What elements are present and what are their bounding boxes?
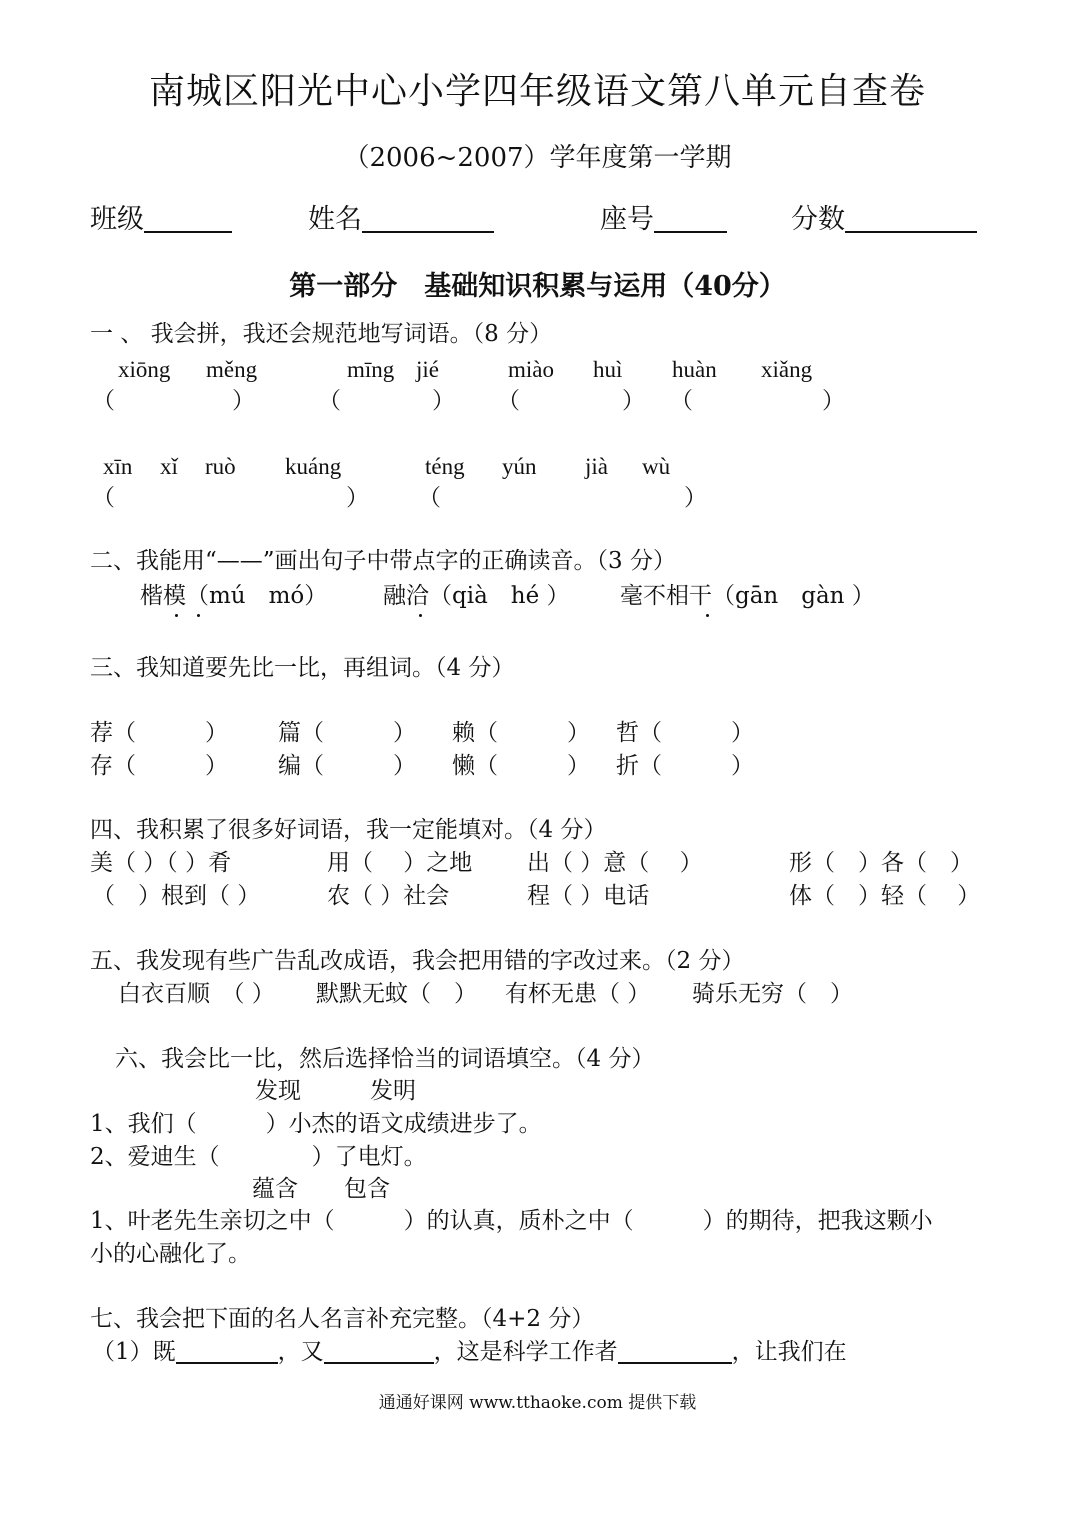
pinyin: kuáng	[285, 454, 342, 479]
q4-item[interactable]: （ ）根到（ ）	[92, 883, 261, 909]
q7-text: ，这是科学工作者	[433, 1339, 618, 1365]
q4-item[interactable]: 农（ ）社会	[327, 883, 450, 909]
q7-blank[interactable]	[324, 1340, 434, 1364]
q3-item[interactable]: 荐（ ）	[90, 720, 228, 746]
paren-open: （	[92, 388, 115, 414]
seat-label: 座号	[600, 204, 654, 235]
q1-title: 一 、 我会拼，我还会规范地写词语。（8 分）	[90, 321, 553, 347]
q7-title: 七、我会把下面的名人名言补充完整。（4+2 分）	[90, 1306, 595, 1332]
emphasis-dot	[706, 614, 709, 617]
paren-close: ）	[432, 388, 455, 414]
q4-item[interactable]: 体（ ）轻（ ）	[789, 883, 981, 909]
q2-title: 二、我能用“——”画出句子中带点字的正确读音。（3 分）	[90, 548, 676, 574]
pinyin: téng	[425, 454, 465, 479]
score-label: 分数	[791, 204, 845, 235]
q4-item[interactable]: 美（ ）（ ）肴	[90, 850, 232, 876]
part1-heading: 第一部分 基础知识积累与运用（40分）	[289, 271, 786, 302]
pinyin: xīn	[103, 454, 133, 479]
q3-item[interactable]: 懒（ ）	[452, 753, 590, 779]
paren-open: （	[418, 485, 441, 511]
pinyin: ruò	[205, 454, 236, 479]
q7-blank[interactable]	[176, 1340, 278, 1364]
emphasis-dot	[175, 614, 178, 617]
class-field	[90, 206, 232, 233]
pinyin: xǐ	[160, 454, 178, 479]
q4-title: 四、我积累了很多好词语，我一定能填对。（4 分）	[90, 817, 607, 843]
pinyin: měng	[206, 357, 258, 382]
q3-title: 三、我知道要先比一比，再组词。（4 分）	[90, 655, 515, 681]
paren-open: （	[318, 388, 341, 414]
page-title: 南城区阳光中心小学四年级语文第八单元自查卷	[148, 71, 926, 112]
name-field	[308, 206, 494, 233]
pinyin: mīng	[347, 357, 395, 382]
q7-text: ，又	[277, 1339, 324, 1365]
q2-item[interactable]: 楷模（mú mó）	[140, 583, 328, 609]
q7-blank[interactable]	[618, 1340, 732, 1364]
q6-sentence-1[interactable]: 1、我们（ ）小杰的语文成绩进步了。	[90, 1111, 542, 1137]
paren-close: ）	[684, 485, 707, 511]
q4-item[interactable]: 用（ ）之地	[327, 850, 473, 876]
q2-item[interactable]: 融洽（qià hé ）	[383, 583, 570, 609]
paren-open: （	[497, 388, 520, 414]
paren-close: ）	[622, 388, 645, 414]
q3-item[interactable]: 篇（ ）	[278, 720, 416, 746]
pinyin: xiōng	[118, 357, 171, 382]
q6-sentence-3-cont: 小的心融化了。	[90, 1241, 251, 1267]
q5-item[interactable]: 骑乐无穷（ ）	[692, 981, 853, 1007]
q5-title: 五、我发现有些广告乱改成语，我会把用错的字改过来。（2 分）	[90, 948, 745, 974]
q4-item[interactable]: 程（ ）电话	[527, 883, 650, 909]
q7-line-1	[92, 1340, 847, 1364]
seat-blank[interactable]	[654, 207, 727, 233]
q4-item[interactable]: 出（ ）意（ ）	[527, 850, 703, 876]
pinyin: huàn	[672, 357, 717, 382]
name-label: 姓名	[308, 204, 362, 235]
q3-item[interactable]: 存（ ）	[90, 753, 228, 779]
name-blank[interactable]	[362, 207, 494, 233]
pinyin: jié	[416, 357, 439, 382]
paren-close: ）	[232, 388, 255, 414]
q3-item[interactable]: 编（ ）	[278, 753, 416, 779]
page-subtitle: （2006~2007）学年度第一学期	[343, 143, 732, 173]
paren-close: ）	[346, 485, 369, 511]
q6-sentence-3[interactable]: 1、叶老先生亲切之中（ ）的认真，质朴之中（ ）的期待，把我这颗小	[90, 1208, 933, 1234]
q7-text: ，让我们在	[731, 1339, 847, 1365]
pinyin: wù	[642, 454, 671, 479]
seat-field	[600, 206, 727, 233]
emphasis-dot	[419, 614, 422, 617]
q5-item[interactable]: 默默无蚊（ ）	[316, 981, 477, 1007]
q6-word-choices-1: 发现 发明	[255, 1078, 416, 1104]
q6-title: 六、我会比一比，然后选择恰当的词语填空。（4 分）	[115, 1046, 655, 1072]
footer-credit: 通通好课网 www.tthaoke.com 提供下载	[378, 1393, 697, 1413]
pinyin: yún	[502, 454, 537, 479]
pinyin: miào	[508, 357, 554, 382]
q4-item[interactable]: 形（ ）各（ ）	[789, 850, 973, 876]
q3-item[interactable]: 折（ ）	[616, 753, 754, 779]
emphasis-dot	[197, 614, 200, 617]
paren-close: ）	[822, 388, 845, 414]
q6-word-choices-2: 蕴含 包含	[252, 1176, 390, 1202]
q2-item[interactable]: 毫不相干（gān gàn ）	[620, 583, 875, 609]
q7-text: （1）既	[92, 1339, 176, 1365]
q3-item[interactable]: 赖（ ）	[452, 720, 590, 746]
class-label: 班级	[90, 204, 144, 235]
score-blank[interactable]	[845, 207, 977, 233]
pinyin: jià	[585, 454, 608, 479]
pinyin: xiǎng	[761, 357, 813, 382]
paren-open: （	[92, 485, 115, 511]
q5-item[interactable]: 有杯无患（ ）	[505, 981, 651, 1007]
score-field	[791, 206, 977, 233]
q3-item[interactable]: 哲（ ）	[616, 720, 754, 746]
paren-open: （	[670, 388, 693, 414]
q5-item[interactable]: 白衣百顺 （ ）	[118, 981, 275, 1007]
class-blank[interactable]	[144, 207, 232, 233]
pinyin: huì	[593, 357, 623, 382]
q6-sentence-2[interactable]: 2、爱迪生（ ）了电灯。	[90, 1144, 427, 1170]
